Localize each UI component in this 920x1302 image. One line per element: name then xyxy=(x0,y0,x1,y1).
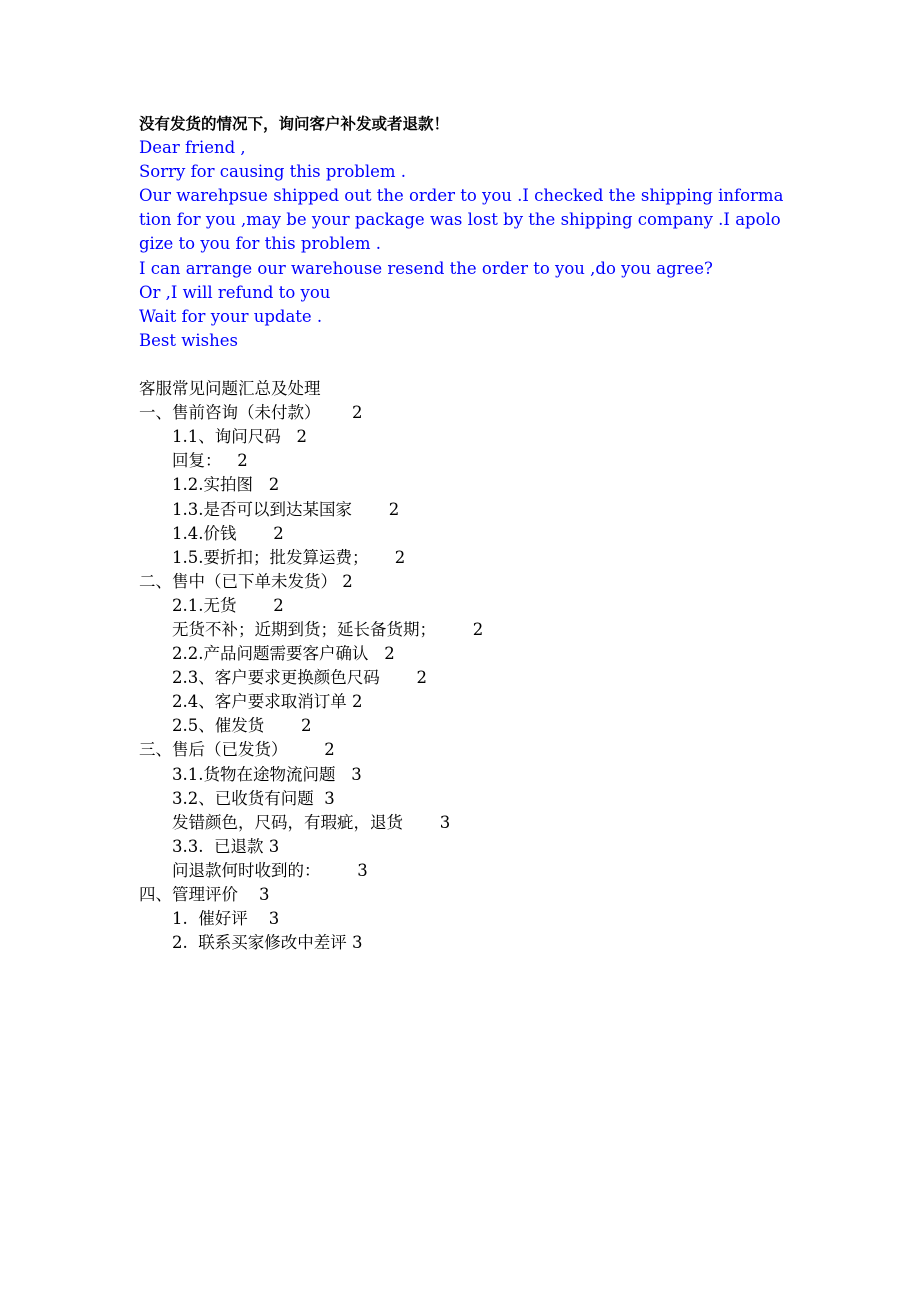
toc-entry-page: 2 xyxy=(352,692,363,712)
toc-entry-1-5 xyxy=(139,546,784,570)
toc-entry-label: 回复： xyxy=(172,451,222,471)
toc-entry-1-1 xyxy=(139,425,784,449)
toc-entry-section-3 xyxy=(139,738,784,762)
toc-entry-page: 3 xyxy=(439,812,451,832)
toc-entry-section-1 xyxy=(139,401,784,425)
toc-entry-label: 2. 联系买家修改中差评 xyxy=(172,933,347,953)
toc-entry-label: 问退款何时收到的： xyxy=(172,860,321,880)
toc-entry-label: 无货不补；近期到货；延长备货期； xyxy=(172,619,436,639)
toc-entry-page: 2 xyxy=(273,595,284,615)
section-spacer xyxy=(139,353,784,377)
letter-refund-offer: Or ,I will refund to you xyxy=(139,282,331,302)
toc-entry-page: 2 xyxy=(472,619,484,639)
toc-entry-wrong-item xyxy=(139,811,784,835)
toc-title: 客服常见问题汇总及处理 xyxy=(139,379,321,399)
toc-entry-3-3 xyxy=(139,835,784,859)
toc-entry-page: 2 xyxy=(384,644,395,664)
toc-entry-page: 2 xyxy=(394,547,406,567)
toc-entry-3-2 xyxy=(139,787,784,811)
toc-entry-page: 2 xyxy=(296,427,307,447)
toc-entry-label: 3.3. 已退款 xyxy=(172,836,264,856)
toc-entry-2-1 xyxy=(139,594,784,618)
toc-entry-page: 2 xyxy=(388,499,400,519)
toc-entry-label: 发错颜色，尺码，有瑕疵，退货 xyxy=(172,812,403,832)
letter-shipping-paragraph: Our warehpsue shipped out the order to you .I checked the shipping information for you ,may be your package was lost by the shipping company .I apologize to you for this problem . xyxy=(139,186,784,254)
toc-entry-2-5 xyxy=(139,714,784,738)
toc-entry-page: 2 xyxy=(324,740,335,760)
toc-entry-section-2 xyxy=(139,570,784,594)
toc-entry-page: 2 xyxy=(300,716,312,736)
toc-entry-page: 3 xyxy=(351,933,363,953)
document-page xyxy=(139,112,784,955)
letter-wait-update: Wait for your update . xyxy=(139,306,323,326)
toc-entry-label: 二、售中（已下单未发货） xyxy=(139,571,337,591)
toc-entry-page: 3 xyxy=(258,885,270,904)
toc-entry-page: 3 xyxy=(268,909,280,929)
letter-signoff: Best wishes xyxy=(139,330,238,350)
toc-entry-2-4 xyxy=(139,690,784,714)
toc-entry-label: 一、售前咨询（未付款） xyxy=(139,403,321,423)
toc-entry-page: 2 xyxy=(342,571,353,591)
toc-entry-reply xyxy=(139,449,784,473)
toc-entry-3-1 xyxy=(139,763,784,787)
toc-entry-label: 3.1.货物在途物流问题 xyxy=(172,764,336,784)
toc-entry-label: 四、管理评价 xyxy=(139,885,238,904)
toc-entry-page: 2 xyxy=(268,475,280,495)
toc-entry-1-4 xyxy=(139,522,784,546)
toc-entry-label: 1.1、询问尺码 xyxy=(172,427,281,447)
toc-entry-label: 1.5.要折扣；批发算运费； xyxy=(172,547,369,567)
toc-entry-label: 2.4、客户要求取消订单 xyxy=(172,692,347,712)
toc-entry-2-2 xyxy=(139,642,784,666)
toc-entry-page: 2 xyxy=(237,451,248,471)
toc-entry-label: 3.2、已收货有问题 xyxy=(172,788,314,808)
toc-entry-label: 2.3、客户要求更换颜色尺码 xyxy=(172,668,380,688)
toc-entry-1-3 xyxy=(139,498,784,522)
toc-entry-label: 1. 催好评 xyxy=(172,909,248,929)
letter-apology: Sorry for causing this problem . xyxy=(139,162,407,182)
toc-entry-page: 2 xyxy=(351,403,363,423)
toc-entry-label: 2.5、催发货 xyxy=(172,716,265,736)
toc-entry-label: 1.3.是否可以到达某国家 xyxy=(172,499,352,519)
toc-entry-out-of-stock xyxy=(139,618,784,642)
letter-resend-offer: I can arrange our warehouse resend the order to you ,do you agree? xyxy=(139,258,713,278)
letter-greeting: Dear friend , xyxy=(139,138,246,158)
letter-heading: 没有发货的情况下，询问客户补发或者退款！ xyxy=(139,115,450,133)
toc-entry-4-1 xyxy=(139,907,784,931)
toc-entry-label: 1.2.实拍图 xyxy=(172,475,253,495)
toc-entry-page: 2 xyxy=(416,668,427,688)
toc-entry-section-4 xyxy=(139,883,784,907)
toc-entry-page: 3 xyxy=(351,764,362,784)
toc-entry-page: 3 xyxy=(324,788,335,808)
toc-entry-2-3 xyxy=(139,666,784,690)
toc-entry-page: 3 xyxy=(357,860,368,880)
toc-entry-label: 2.1.无货 xyxy=(172,595,237,615)
toc-entry-label: 2.2.产品问题需要客户确认 xyxy=(172,644,369,664)
toc-entry-page: 2 xyxy=(273,523,284,543)
toc-entry-4-2 xyxy=(139,931,784,955)
toc-entry-1-2 xyxy=(139,473,784,497)
toc-entry-label: 三、售后（已发货） xyxy=(139,740,288,760)
toc-entry-label: 1.4.价钱 xyxy=(172,523,237,543)
toc-entry-refund-when xyxy=(139,859,784,883)
toc-entry-page: 3 xyxy=(268,836,280,856)
